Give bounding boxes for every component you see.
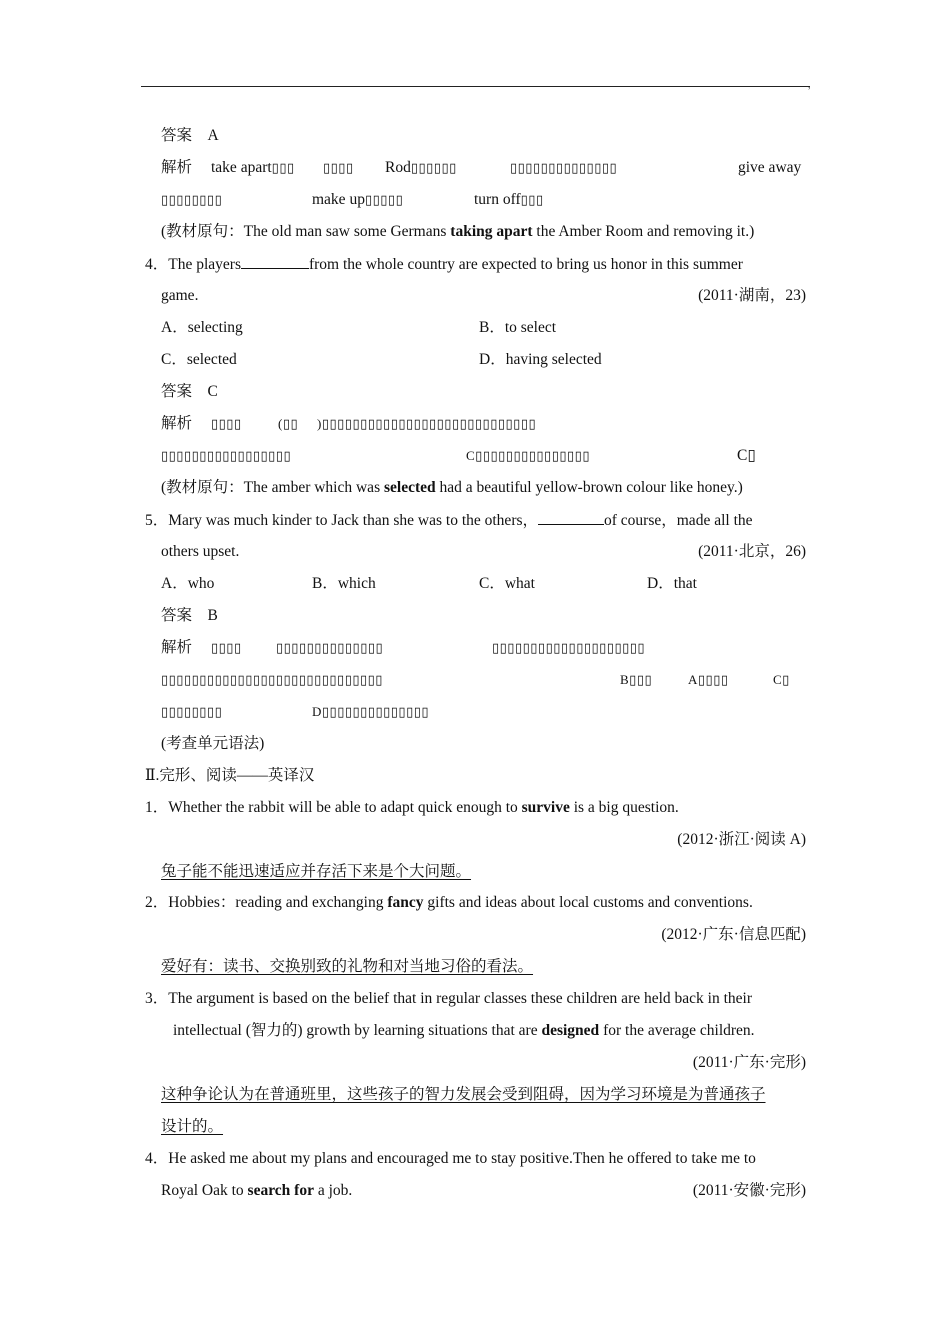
q3-analysis-line1 — [161, 158, 192, 178]
q4-option-c: C．selected — [161, 351, 237, 368]
source-text: had a beautiful yellow-brown colour like honey.) — [435, 479, 743, 496]
item-text: is a big question. — [569, 799, 679, 816]
q4-stem-line2: game. — [161, 287, 199, 304]
q3-phrase-take-apart — [211, 158, 295, 178]
garbled-text: C▯▯▯▯▯▯▯▯▯▯▯▯▯▯▯ — [466, 448, 590, 463]
q4-answer-line — [161, 382, 218, 402]
item-keyword: survive — [521, 799, 570, 816]
answer-value: B — [207, 607, 218, 624]
item-1-translation: 兔子能不能迅速适应并存活下来是个大问题。 — [161, 863, 472, 880]
source-keyword: selected — [383, 479, 436, 496]
analysis-label: 解析 — [161, 415, 193, 432]
q3-phrase-make-up — [312, 190, 403, 210]
garbled-text: D▯▯▯▯▯▯▯▯▯▯▯▯▯▯ — [312, 704, 430, 719]
garbled-text: ▯▯▯▯▯▯▯▯ — [161, 704, 223, 719]
q5-option-c: C．what — [479, 575, 535, 592]
translation-item-3-line1: 3．The argument is based on the belief that in regular classes these children are held back in their — [145, 990, 753, 1007]
q4-citation: (2011·湖南，23) — [698, 287, 806, 304]
phrase-text: turn off — [474, 191, 521, 208]
phrase-text: make up — [312, 191, 365, 208]
stem-text: of course，made all the — [604, 512, 753, 529]
item-keyword: search for — [247, 1182, 314, 1199]
phrase-text: Rod — [385, 159, 411, 176]
garbled-text: ▯▯▯ — [520, 192, 544, 207]
item-2-translation: 爱好有：读书、交换别致的礼物和对当地习俗的看法。 — [161, 958, 534, 975]
analysis-label: 解析 — [161, 639, 193, 656]
item-3-translation-line1: 这种争论认为在普通班里，这些孩子的智力发展会受到阻碍，因为学习环境是为普通孩子 — [161, 1086, 766, 1103]
garbled-text: B▯▯▯ — [620, 672, 653, 687]
item-2-citation: (2012·广东·信息匹配) — [661, 926, 806, 943]
item-text: a job. — [313, 1182, 353, 1199]
translation-item-4-line2 — [161, 1181, 352, 1201]
garbled-text: ▯▯▯▯▯▯▯▯▯▯▯▯▯▯ — [276, 640, 384, 655]
translation-item-3-line2 — [173, 1021, 755, 1041]
garbled-text: ▯▯▯▯▯▯▯▯▯▯▯▯▯▯ — [510, 160, 618, 175]
stem-text: from the whole country are expected to bring us honor in this summer — [308, 256, 743, 273]
translation-item-4-line1: 4．He asked me about my plans and encouraged me to stay positive.Then he offered to take me to — [145, 1150, 756, 1167]
translation-item-1 — [145, 798, 679, 818]
q5-stem-line1 — [145, 510, 753, 531]
garbled-text: ▯▯▯▯▯▯ — [410, 160, 457, 175]
q4-option-d: D．having selected — [479, 351, 602, 368]
q4-stem-line1 — [145, 254, 743, 275]
answer-value: C — [207, 383, 218, 400]
item-text: for the average children. — [599, 1022, 755, 1039]
garbled-text: C▯ — [737, 447, 756, 464]
garbled-text: ▯▯▯▯▯▯▯▯▯▯▯▯▯▯▯▯▯ — [161, 448, 292, 463]
q5-option-d: D．that — [647, 575, 697, 592]
item-text: 2．Hobbies：reading and exchanging — [145, 894, 388, 911]
answer-value: A — [207, 127, 219, 144]
source-keyword: taking apart — [450, 223, 533, 240]
item-4-citation: (2011·安徽·完形) — [692, 1182, 806, 1199]
stem-text: 4．The players — [145, 256, 241, 273]
item-text: Royal Oak to — [161, 1182, 248, 1199]
item-keyword: designed — [541, 1022, 600, 1039]
q5-note: (考查单元语法) — [161, 735, 265, 752]
q5-option-a: A．who — [161, 575, 215, 592]
q3-phrase-give-away: give away — [738, 159, 802, 176]
header-rule — [141, 86, 810, 87]
translation-item-2 — [145, 893, 753, 913]
q3-source-sentence — [161, 222, 754, 242]
stem-text: 5．Mary was much kinder to Jack than she was to the others， — [145, 512, 539, 529]
garbled-text: ▯▯▯▯ — [211, 640, 242, 655]
phrase-text: take apart — [211, 159, 272, 176]
source-text: (教材原句：The amber which was — [161, 479, 384, 496]
garbled-text: ▯▯▯▯ — [211, 416, 242, 431]
q3-phrase-turn-off — [474, 190, 544, 210]
q5-stem-line2: others upset. — [161, 543, 240, 560]
source-text: the Amber Room and removing it.) — [532, 223, 755, 240]
answer-label: 答案 — [161, 607, 193, 624]
garbled-text: ▯▯▯▯▯▯▯▯ — [161, 192, 223, 207]
q4-option-a: A．selecting — [161, 319, 243, 336]
garbled-text: (▯▯ — [278, 416, 299, 431]
garbled-text: ▯▯▯▯▯ — [364, 192, 404, 207]
item-keyword: fancy — [387, 894, 424, 911]
garbled-text: ▯▯▯▯▯▯▯▯▯▯▯▯▯▯▯▯▯▯▯▯ — [492, 640, 646, 655]
answer-blank — [538, 510, 604, 525]
item-text: intellectual (智力的) growth by learning situations that are — [173, 1022, 542, 1039]
q4-source-sentence — [161, 478, 743, 498]
q3-phrase-rod — [385, 158, 457, 178]
q5-answer-line — [161, 606, 218, 626]
analysis-label: 解析 — [161, 159, 193, 176]
garbled-text: ▯▯▯▯ — [323, 160, 354, 175]
garbled-text: A▯▯▯▯ — [688, 672, 729, 687]
garbled-text: ▯▯▯ — [271, 160, 295, 175]
answer-label: 答案 — [161, 383, 193, 400]
garbled-text: ▯▯▯▯▯▯▯▯▯▯▯▯▯▯▯▯▯▯▯▯▯▯▯▯▯▯▯▯▯ — [161, 672, 383, 687]
q5-option-b: B．which — [312, 575, 376, 592]
garbled-text: )▯▯▯▯▯▯▯▯▯▯▯▯▯▯▯▯▯▯▯▯▯▯▯▯▯▯▯▯ — [317, 416, 537, 431]
answer-label: 答案 — [161, 127, 193, 144]
item-text: 1．Whether the rabbit will be able to adapt quick enough to — [145, 799, 522, 816]
header-mark: , — [808, 80, 811, 91]
section-heading: Ⅱ.完形、阅读——英译汉 — [145, 767, 315, 784]
item-1-citation: (2012·浙江·阅读 A) — [677, 831, 806, 848]
item-3-translation-line2: 设计的。 — [161, 1118, 224, 1135]
q3-answer-line — [161, 126, 219, 146]
item-3-citation: (2011·广东·完形) — [692, 1054, 806, 1071]
answer-blank — [241, 254, 309, 269]
q5-citation: (2011·北京，26) — [698, 543, 806, 560]
item-text: gifts and ideas about local customs and conventions. — [423, 894, 753, 911]
source-text: (教材原句：The old man saw some Germans — [161, 223, 451, 240]
q4-option-b: B．to select — [479, 319, 557, 336]
garbled-text: C▯ — [773, 672, 790, 687]
